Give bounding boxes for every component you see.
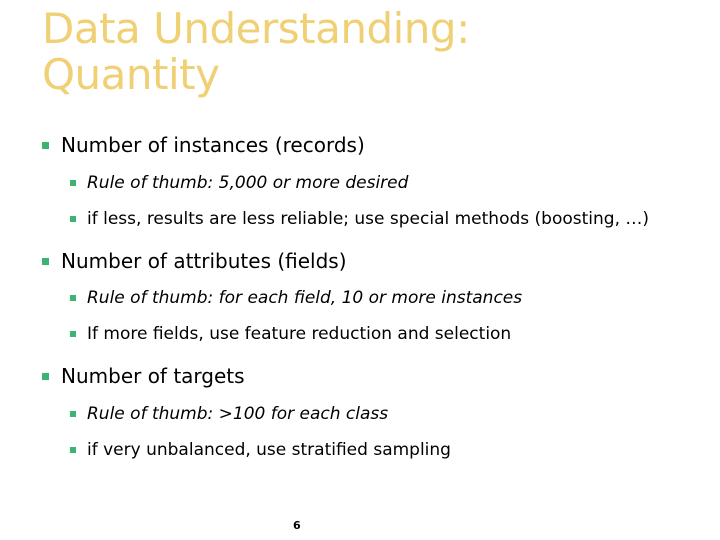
sub-bullet-rule-of-thumb-fields <box>70 287 522 309</box>
sub-bullet-text: if less, results are less reliable; use special methods (boosting, …) <box>87 209 650 229</box>
sub-bullet-text: If more fields, use feature reduction and selection <box>87 324 512 344</box>
sub-bullet-rule-of-thumb-class <box>70 403 388 425</box>
square-bullet-icon <box>70 295 76 301</box>
sub-bullet-text: Rule of thumb: for each field, 10 or more instances <box>87 288 523 308</box>
square-bullet-icon <box>70 216 76 222</box>
square-bullet-icon <box>70 447 76 453</box>
sub-bullet-rule-of-thumb-instances <box>70 172 408 194</box>
sub-bullet-less-reliable <box>70 208 649 230</box>
sub-bullet-feature-reduction <box>70 323 511 345</box>
slide-title-line-1: Data Understanding: <box>42 4 470 53</box>
square-bullet-icon <box>70 180 76 186</box>
square-bullet-icon <box>42 373 49 380</box>
sub-bullet-stratified-sampling <box>70 439 451 461</box>
sub-bullet-text: Rule of thumb: 5,000 or more desired <box>87 173 409 193</box>
sub-bullet-text: if very unbalanced, use stratified sampling <box>87 440 451 460</box>
square-bullet-icon <box>70 411 76 417</box>
bullet-targets <box>42 364 245 388</box>
square-bullet-icon <box>42 142 49 149</box>
bullet-attributes <box>42 249 347 273</box>
page-number: 6 <box>293 519 301 532</box>
square-bullet-icon <box>42 258 49 265</box>
bullet-text: Number of targets <box>61 364 245 388</box>
sub-bullet-text: Rule of thumb: >100 for each class <box>87 404 389 424</box>
slide-title-line-2: Quantity <box>42 50 220 99</box>
bullet-text: Number of instances (records) <box>61 133 365 157</box>
bullet-text: Number of attributes (fields) <box>61 249 347 273</box>
bullet-instances <box>42 133 365 157</box>
square-bullet-icon <box>70 331 76 337</box>
